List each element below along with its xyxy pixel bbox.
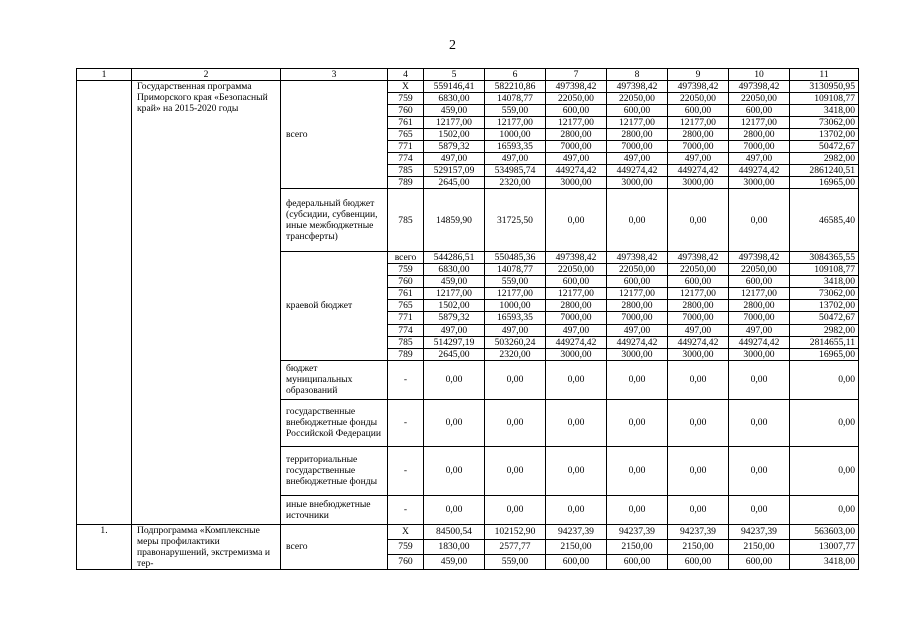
value-cell: 12177,00: [729, 117, 790, 129]
value-cell: 0,00: [546, 399, 607, 446]
value-cell: 582210,86: [485, 81, 546, 93]
value-cell: 2814655,11: [790, 336, 859, 348]
value-cell: 600,00: [546, 276, 607, 288]
value-cell: 3418,00: [790, 105, 859, 117]
value-cell: 16965,00: [790, 348, 859, 360]
value-cell: 600,00: [668, 554, 729, 569]
value-cell: 3000,00: [729, 348, 790, 360]
value-cell: 2800,00: [668, 129, 729, 141]
value-cell: 0,00: [668, 189, 729, 252]
value-cell: 529157,09: [424, 165, 485, 177]
value-cell: 0,00: [790, 399, 859, 446]
value-cell: 2645,00: [424, 348, 485, 360]
value-cell: 0,00: [546, 360, 607, 399]
value-cell: 5879,32: [424, 312, 485, 324]
value-cell: 449274,42: [546, 336, 607, 348]
value-cell: 0,00: [729, 446, 790, 495]
column-header: 8: [607, 69, 668, 81]
value-cell: 5879,32: [424, 141, 485, 153]
row-number-cell: 1.: [77, 524, 132, 569]
code-cell: 774: [388, 153, 424, 165]
value-cell: 12177,00: [668, 288, 729, 300]
value-cell: 2800,00: [607, 129, 668, 141]
value-cell: 449274,42: [607, 336, 668, 348]
value-cell: 13007,77: [790, 539, 859, 554]
value-cell: 497,00: [485, 153, 546, 165]
value-cell: 600,00: [668, 105, 729, 117]
column-header: 10: [729, 69, 790, 81]
code-cell: 761: [388, 288, 424, 300]
source-label: иные внебюджетные источники: [281, 495, 388, 524]
value-cell: 2861240,51: [790, 165, 859, 177]
value-cell: 497,00: [607, 153, 668, 165]
value-cell: 2800,00: [607, 300, 668, 312]
code-cell: X: [388, 81, 424, 93]
value-cell: 559146,41: [424, 81, 485, 93]
value-cell: 0,00: [485, 360, 546, 399]
table-row: [77, 81, 859, 93]
value-cell: 84500,54: [424, 524, 485, 539]
value-cell: 12177,00: [729, 288, 790, 300]
value-cell: 22050,00: [546, 264, 607, 276]
value-cell: 497,00: [729, 324, 790, 336]
value-cell: 12177,00: [424, 117, 485, 129]
value-cell: 22050,00: [668, 264, 729, 276]
value-cell: 459,00: [424, 276, 485, 288]
value-cell: 0,00: [607, 189, 668, 252]
code-cell: -: [388, 495, 424, 524]
value-cell: 3000,00: [607, 177, 668, 189]
value-cell: 2800,00: [546, 129, 607, 141]
value-cell: 22050,00: [607, 264, 668, 276]
value-cell: 2150,00: [668, 539, 729, 554]
source-label: бюджет муниципальных образований: [281, 360, 388, 399]
source-label: государственные внебюджетные фонды Российской Федерации: [281, 399, 388, 446]
value-cell: 22050,00: [729, 264, 790, 276]
value-cell: 0,00: [546, 189, 607, 252]
value-cell: 50472,67: [790, 141, 859, 153]
value-cell: 559,00: [485, 276, 546, 288]
value-cell: 0,00: [607, 495, 668, 524]
value-cell: 94237,39: [668, 524, 729, 539]
value-cell: 102152,90: [485, 524, 546, 539]
value-cell: 2982,00: [790, 324, 859, 336]
source-label: территориальные государственные внебюджетные фонды: [281, 446, 388, 495]
value-cell: 46585,40: [790, 189, 859, 252]
value-cell: 449274,42: [729, 336, 790, 348]
value-cell: 0,00: [668, 495, 729, 524]
value-cell: 1000,00: [485, 300, 546, 312]
value-cell: 0,00: [790, 360, 859, 399]
value-cell: 3000,00: [668, 177, 729, 189]
value-cell: 7000,00: [607, 141, 668, 153]
code-cell: 765: [388, 300, 424, 312]
column-header: 1: [77, 69, 132, 81]
column-header: 9: [668, 69, 729, 81]
code-cell: 789: [388, 348, 424, 360]
value-cell: 600,00: [607, 554, 668, 569]
value-cell: 544286,51: [424, 252, 485, 264]
value-cell: 449274,42: [668, 165, 729, 177]
value-cell: 0,00: [607, 399, 668, 446]
code-cell: -: [388, 446, 424, 495]
value-cell: 0,00: [424, 399, 485, 446]
value-cell: 497398,42: [607, 252, 668, 264]
code-cell: 761: [388, 117, 424, 129]
value-cell: 7000,00: [546, 312, 607, 324]
value-cell: 2320,00: [485, 177, 546, 189]
value-cell: 2982,00: [790, 153, 859, 165]
value-cell: 550485,36: [485, 252, 546, 264]
column-header: 7: [546, 69, 607, 81]
value-cell: 600,00: [546, 105, 607, 117]
value-cell: 459,00: [424, 554, 485, 569]
value-cell: 50472,67: [790, 312, 859, 324]
value-cell: 14859,90: [424, 189, 485, 252]
value-cell: 600,00: [729, 105, 790, 117]
value-cell: 109108,77: [790, 93, 859, 105]
value-cell: 2150,00: [607, 539, 668, 554]
value-cell: 600,00: [607, 276, 668, 288]
value-cell: 0,00: [607, 446, 668, 495]
code-cell: 785: [388, 165, 424, 177]
value-cell: 497398,42: [729, 81, 790, 93]
value-cell: 497,00: [424, 153, 485, 165]
value-cell: 7000,00: [729, 312, 790, 324]
table-row: [77, 524, 859, 539]
code-cell: 759: [388, 93, 424, 105]
value-cell: 3084365,55: [790, 252, 859, 264]
code-cell: X: [388, 524, 424, 539]
value-cell: 600,00: [729, 554, 790, 569]
value-cell: 503260,24: [485, 336, 546, 348]
value-cell: 3000,00: [546, 348, 607, 360]
value-cell: 497398,42: [668, 81, 729, 93]
value-cell: 563603,00: [790, 524, 859, 539]
header-row: [77, 69, 859, 81]
value-cell: 497,00: [546, 324, 607, 336]
code-cell: 759: [388, 539, 424, 554]
value-cell: 497398,42: [546, 252, 607, 264]
value-cell: 6830,00: [424, 264, 485, 276]
value-cell: 2150,00: [729, 539, 790, 554]
value-cell: 0,00: [668, 360, 729, 399]
value-cell: 94237,39: [607, 524, 668, 539]
column-header: 4: [388, 69, 424, 81]
value-cell: 2577,77: [485, 539, 546, 554]
row-number-cell: [77, 81, 132, 525]
value-cell: 7000,00: [607, 312, 668, 324]
column-header: 5: [424, 69, 485, 81]
value-cell: 22050,00: [729, 93, 790, 105]
value-cell: 459,00: [424, 105, 485, 117]
value-cell: 1502,00: [424, 129, 485, 141]
value-cell: 3000,00: [668, 348, 729, 360]
value-cell: 514297,19: [424, 336, 485, 348]
value-cell: 0,00: [668, 446, 729, 495]
value-cell: 600,00: [729, 276, 790, 288]
value-cell: 7000,00: [729, 141, 790, 153]
subprogram-name: Подпрограмма «Комплексные меры профилактики правонарушений, экстремизма и тер-: [132, 524, 281, 569]
value-cell: 497398,42: [729, 252, 790, 264]
value-cell: 12177,00: [546, 288, 607, 300]
value-cell: 2645,00: [424, 177, 485, 189]
source-label: всего: [281, 81, 388, 189]
value-cell: 109108,77: [790, 264, 859, 276]
code-cell: всего: [388, 252, 424, 264]
value-cell: 7000,00: [546, 141, 607, 153]
value-cell: 0,00: [485, 399, 546, 446]
value-cell: 13702,00: [790, 129, 859, 141]
value-cell: 13702,00: [790, 300, 859, 312]
value-cell: 0,00: [729, 399, 790, 446]
value-cell: 534985,74: [485, 165, 546, 177]
value-cell: 497,00: [485, 324, 546, 336]
code-cell: 765: [388, 129, 424, 141]
value-cell: 497,00: [424, 324, 485, 336]
value-cell: 12177,00: [424, 288, 485, 300]
value-cell: 1000,00: [485, 129, 546, 141]
column-header: 6: [485, 69, 546, 81]
code-cell: 785: [388, 189, 424, 252]
value-cell: 0,00: [668, 399, 729, 446]
value-cell: 3000,00: [546, 177, 607, 189]
column-header: 11: [790, 69, 859, 81]
value-cell: 16965,00: [790, 177, 859, 189]
value-cell: 559,00: [485, 105, 546, 117]
value-cell: 94237,39: [729, 524, 790, 539]
code-cell: 760: [388, 554, 424, 569]
value-cell: 16593,35: [485, 312, 546, 324]
value-cell: 497,00: [668, 324, 729, 336]
value-cell: 497398,42: [607, 81, 668, 93]
value-cell: 2320,00: [485, 348, 546, 360]
column-header: 3: [281, 69, 388, 81]
value-cell: 22050,00: [668, 93, 729, 105]
value-cell: 449274,42: [668, 336, 729, 348]
value-cell: 0,00: [790, 495, 859, 524]
value-cell: 2800,00: [546, 300, 607, 312]
value-cell: 497,00: [668, 153, 729, 165]
value-cell: 31725,50: [485, 189, 546, 252]
value-cell: 0,00: [485, 446, 546, 495]
value-cell: 1830,00: [424, 539, 485, 554]
value-cell: 497,00: [607, 324, 668, 336]
code-cell: 771: [388, 141, 424, 153]
source-label: краевой бюджет: [281, 252, 388, 360]
value-cell: 16593,35: [485, 141, 546, 153]
value-cell: 12177,00: [485, 288, 546, 300]
value-cell: 0,00: [546, 495, 607, 524]
value-cell: 0,00: [729, 360, 790, 399]
value-cell: 0,00: [485, 495, 546, 524]
value-cell: 3000,00: [729, 177, 790, 189]
value-cell: 12177,00: [607, 117, 668, 129]
value-cell: 3000,00: [607, 348, 668, 360]
value-cell: 497,00: [729, 153, 790, 165]
value-cell: 3130950,95: [790, 81, 859, 93]
value-cell: 600,00: [607, 105, 668, 117]
value-cell: 2800,00: [729, 300, 790, 312]
value-cell: 2800,00: [668, 300, 729, 312]
value-cell: 600,00: [546, 554, 607, 569]
program-name: Государственная программа Приморского края «Безопасный край» на 2015-2020 годы: [132, 81, 281, 525]
value-cell: 0,00: [424, 446, 485, 495]
budget-table: [76, 68, 859, 570]
value-cell: 73062,00: [790, 288, 859, 300]
value-cell: 12177,00: [485, 117, 546, 129]
value-cell: 22050,00: [607, 93, 668, 105]
value-cell: 0,00: [790, 446, 859, 495]
value-cell: 0,00: [729, 495, 790, 524]
value-cell: 14078,77: [485, 93, 546, 105]
value-cell: 1502,00: [424, 300, 485, 312]
source-label: всего: [281, 524, 388, 569]
page-number: 2: [449, 38, 456, 53]
value-cell: 449274,42: [729, 165, 790, 177]
code-cell: 760: [388, 105, 424, 117]
value-cell: 2150,00: [546, 539, 607, 554]
value-cell: 0,00: [424, 360, 485, 399]
value-cell: 22050,00: [546, 93, 607, 105]
column-header: 2: [132, 69, 281, 81]
value-cell: 12177,00: [546, 117, 607, 129]
value-cell: 94237,39: [546, 524, 607, 539]
value-cell: 73062,00: [790, 117, 859, 129]
value-cell: 0,00: [607, 360, 668, 399]
value-cell: 600,00: [668, 276, 729, 288]
value-cell: 449274,42: [607, 165, 668, 177]
code-cell: 785: [388, 336, 424, 348]
value-cell: 0,00: [546, 446, 607, 495]
code-cell: 789: [388, 177, 424, 189]
value-cell: 7000,00: [668, 141, 729, 153]
value-cell: 559,00: [485, 554, 546, 569]
value-cell: 497,00: [546, 153, 607, 165]
value-cell: 6830,00: [424, 93, 485, 105]
value-cell: 7000,00: [668, 312, 729, 324]
value-cell: 12177,00: [607, 288, 668, 300]
code-cell: 759: [388, 264, 424, 276]
source-label: федеральный бюджет (субсидии, субвенции, иные межбюджетные трансферты): [281, 189, 388, 252]
code-cell: -: [388, 360, 424, 399]
code-cell: 760: [388, 276, 424, 288]
value-cell: 497398,42: [546, 81, 607, 93]
value-cell: 12177,00: [668, 117, 729, 129]
value-cell: 3418,00: [790, 554, 859, 569]
value-cell: 0,00: [424, 495, 485, 524]
value-cell: 0,00: [729, 189, 790, 252]
value-cell: 14078,77: [485, 264, 546, 276]
code-cell: 774: [388, 324, 424, 336]
code-cell: -: [388, 399, 424, 446]
value-cell: 449274,42: [546, 165, 607, 177]
code-cell: 771: [388, 312, 424, 324]
value-cell: 497398,42: [668, 252, 729, 264]
value-cell: 3418,00: [790, 276, 859, 288]
value-cell: 2800,00: [729, 129, 790, 141]
